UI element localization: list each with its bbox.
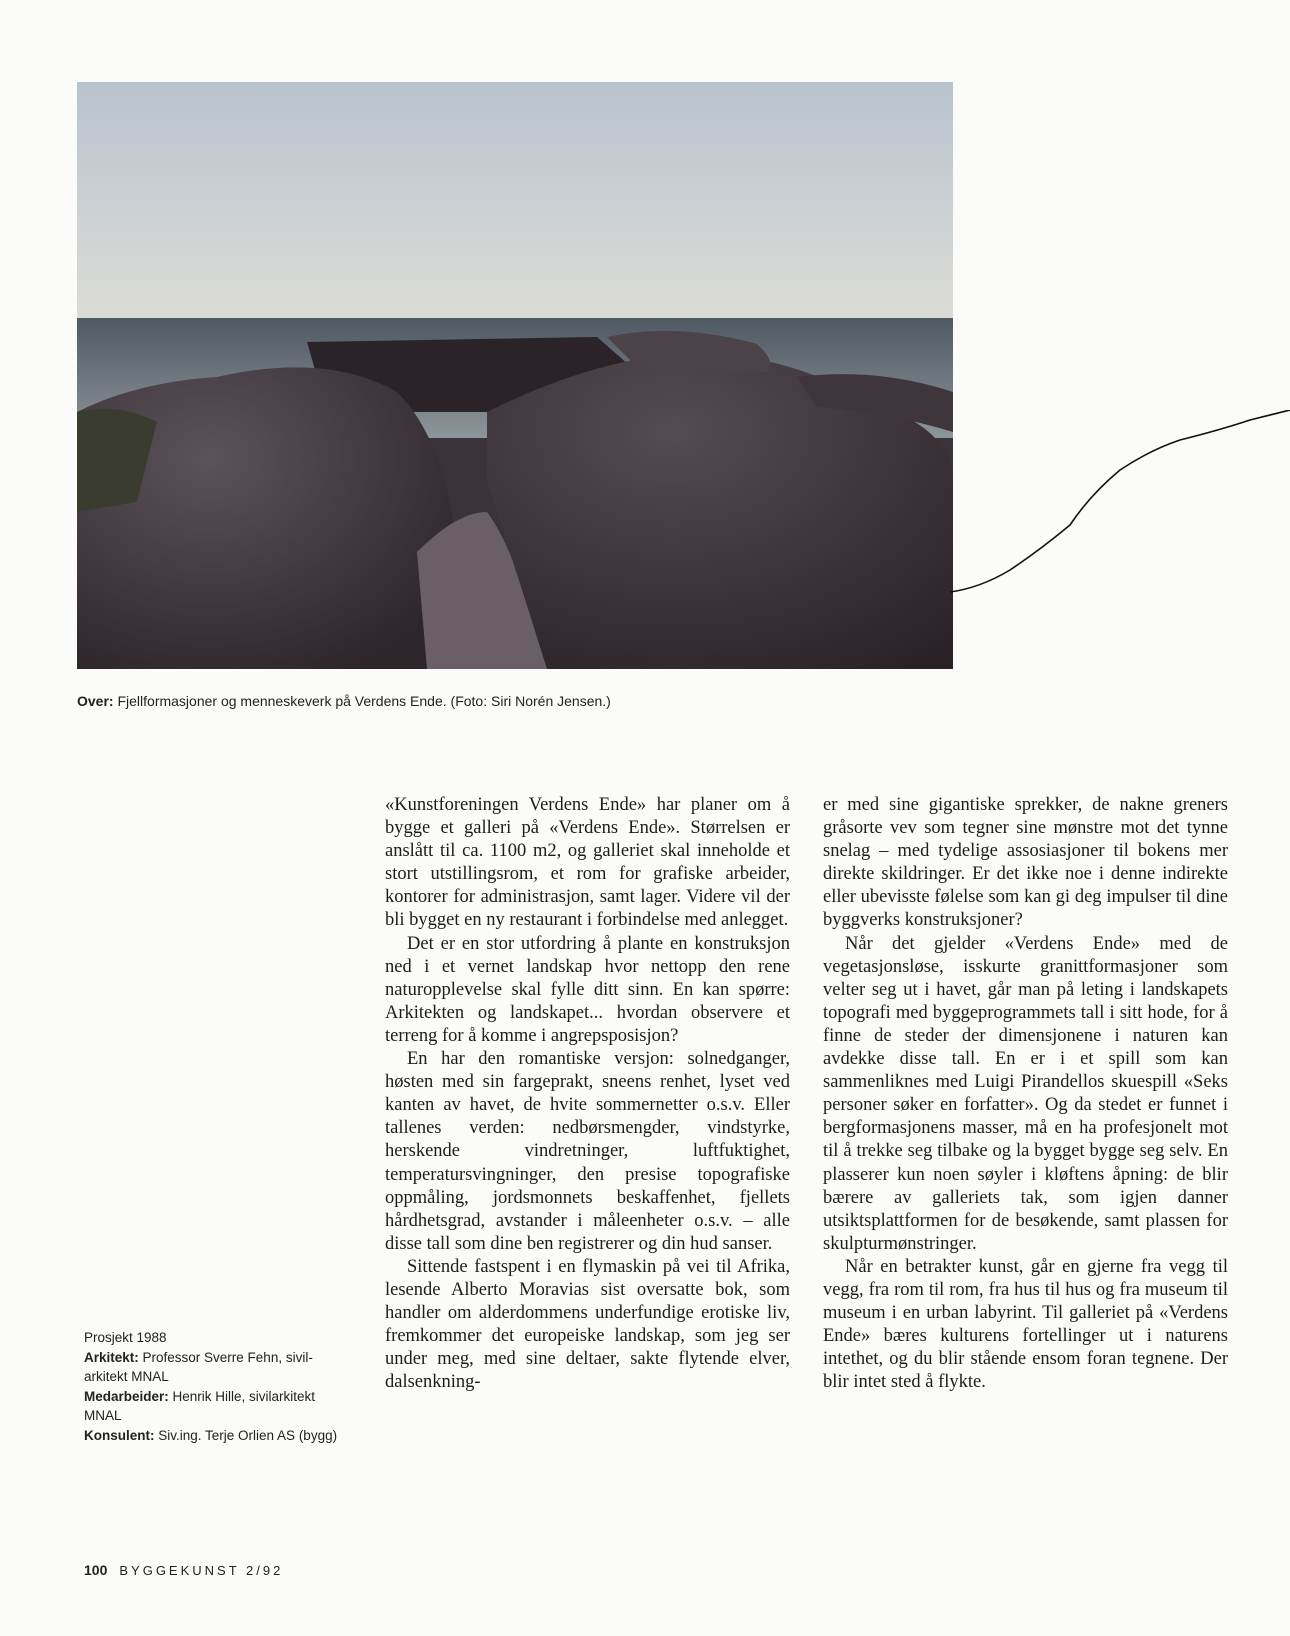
architect-credit xyxy=(84,1348,344,1387)
landscape-photo xyxy=(77,82,953,669)
project-credits xyxy=(84,1328,344,1445)
drawn-landscape-line xyxy=(950,410,1290,610)
project-year: Prosjekt 1988 xyxy=(84,1330,167,1345)
paragraph: Sittende fastspent i en flymaskin på vei til Afrika, lesende Alberto Moravias sist oversatte bok, som handler om alderdommens underfundige erotiske liv, fremkommer det europeiske landskap, som jeg ser under meg, med sine deltaer, sakte flytende elver, dalsenkning- xyxy=(385,1256,790,1393)
consultant-name: Siv.ing. Terje Orlien AS (bygg) xyxy=(154,1427,338,1443)
paragraph: Når en betrakter kunst, går en gjerne fra vegg til vegg, fra rom til rom, fra hus til hus og fra museum til museum i en urban labyrint. Til galleriet på «Verdens Ende» bæres kulturens fortellinger ut i naturens intethet, og du blir stående ensom foran tegnene. Der blir intet sted å flykte. xyxy=(823,1256,1228,1393)
caption-lead: Over: xyxy=(77,693,114,709)
paragraph: er med sine gigantiske sprekker, de nakne greners gråsorte vev som tegner sine mønstre mot det tynne snelag – med tydelige assosiasjoner til bokens mer direkte skildringer. Er det ikke noe i denne indirekte eller ubevisste følelse som kan gi deg impulser til dine byggverks konstruksjoner? xyxy=(823,795,1228,931)
collaborator-label: Medarbeider: xyxy=(84,1388,169,1404)
magazine-name: BYGGEKUNST 2/92 xyxy=(119,1563,284,1578)
article-column-2 xyxy=(823,794,1228,1394)
caption-text: Fjellformasjoner og menneskeverk på Verdens Ende. (Foto: Siri Norén Jensen.) xyxy=(113,693,611,709)
architect-label: Arkitekt: xyxy=(84,1349,139,1365)
collaborator-credit xyxy=(84,1387,344,1426)
paragraph: «Kunstforeningen Verdens Ende» har planer om å bygge et galleri på «Verdens Ende». Størrelsen er anslått til ca. 1100 m2, og galleriet skal inneholde et stort utstillingsrom, et rom for grafiske arbeider, kontorer for administrasjon, samt lager. Videre vil der bli bygget en ny restaurant i forbindelse med anlegget. xyxy=(385,795,790,931)
article-column-1 xyxy=(385,794,790,1394)
collaborator-name: Henrik Hille, sivilarkitekt MNAL xyxy=(84,1388,316,1423)
paragraph: Det er en stor utfordring å plante en konstruksjon ned i et vernet landskap hvor nettopp den rene naturopplevelse skal fylle ditt sinn. En kan spørre: Arkitekten og landskapet... hvordan observere et terreng for å komme i angrepsposisjon? xyxy=(385,933,790,1046)
architect-name: Professor Sverre Fehn, sivil-arkitekt MNAL xyxy=(84,1349,313,1384)
paragraph: Når det gjelder «Verdens Ende» med de vegetasjonsløse, isskurte granittformasjoner som velter seg ut i havet, går man på leting i landskapets topografi med byggeprogrammets tall i sitt hode, for å finne de steder der dimensjonene i naturen kan avdekke disse tall. En er i et spill som kan sammenliknes med Luigi Pirandellos skuespill «Seks personer søker en forfatter». Og da stedet er funnet i bergformasjonens masser, må en ha profesjonelt mot til å trekke seg tilbake og la bygget bygge seg selv. En plasserer kun noen søyler i kløftens åpning: de blir bærere av galleriets tak, som igjen danner utsiktsplattformen for de besøkende, samt plassen for skulpturmønstringer. xyxy=(823,933,1228,1254)
photo-caption xyxy=(77,693,957,709)
consultant-label: Konsulent: xyxy=(84,1427,155,1443)
consultant-credit xyxy=(84,1426,344,1446)
page-footer xyxy=(84,1562,283,1578)
paragraph: En har den romantiske versjon: solnedganger, høsten med sin fargeprakt, sneens renhet, lyset ved kanten av havet, de hvite sommernetter o.s.v. Eller tallenes verden: nedbørsmengder, vindstyrke, herskende vindretninger, luftfuktighet, temperatursvingninger, den presise topografiske oppmåling, jordsmonnets beskaffenhet, fjellets hårdhetsgrad, avstander i måleenheter o.s.v. – alle disse tall som dine ben registrerer og din hud sanser. xyxy=(385,1049,790,1254)
rock-formation-image xyxy=(77,82,953,669)
page-number: 100 xyxy=(84,1562,108,1578)
